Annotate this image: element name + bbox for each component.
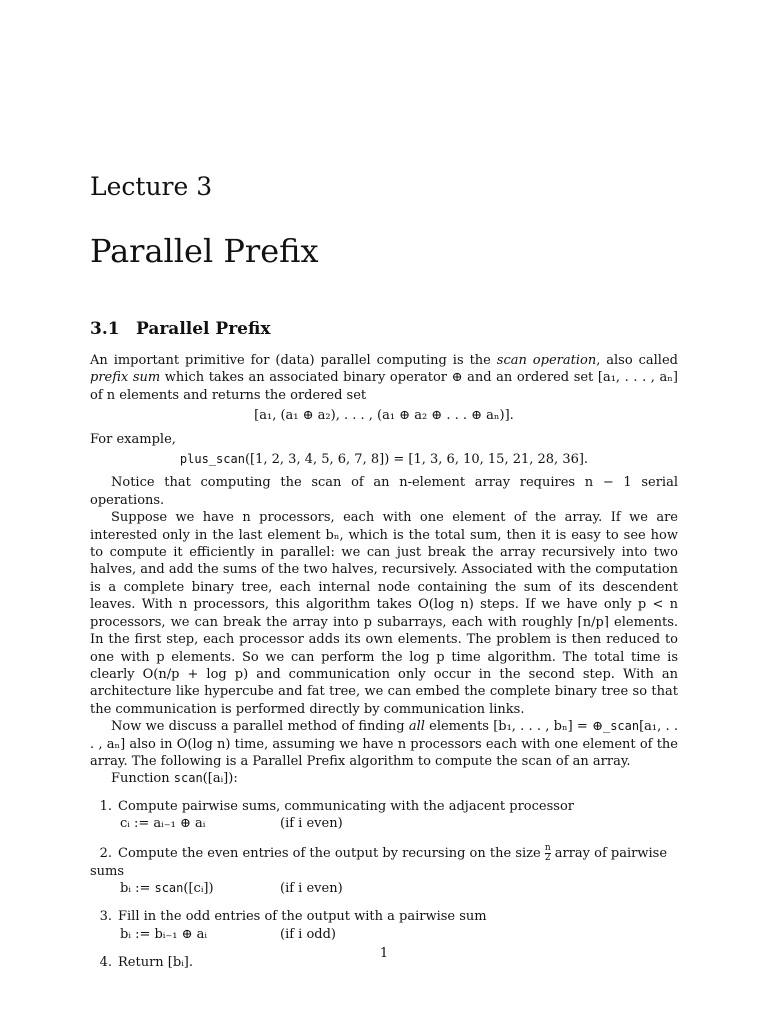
chapter-title: Parallel Prefix	[90, 232, 319, 270]
formula-fn: scan	[154, 880, 184, 895]
step-number: 1.	[99, 798, 112, 814]
now-text-2: elements [b₁, . . . , bₙ] = ⊕	[424, 719, 603, 735]
frac-numerator: n	[544, 842, 551, 853]
section-number: 3.1	[90, 319, 120, 339]
step-2	[90, 844, 678, 898]
step-number: 4.	[99, 955, 112, 971]
section-heading	[90, 319, 270, 339]
equation-ordered-set: [a₁, (a₁ ⊕ a₂), . . . , (a₁ ⊕ a₂ ⊕ . . . ⊕ aₙ)].	[254, 408, 514, 424]
step-1	[90, 798, 678, 833]
frac-denominator: 2	[544, 852, 551, 863]
now-paragraph	[90, 718, 678, 770]
suppose-paragraph: Suppose we have n processors, each with one element of the array. If we are interested only in the last element bₙ, which is the total sum, then it is easy to see how to compute it efficiently in parallel: we can just break the array recursively into two halves, and add the sums of the two halves, recursively. Associated with the computation is a complete binary tree, each internal node containing the sum of its descendent leaves. With n processors, this algorithm takes O(log n) steps. If we have only p < n processors, we can break the array into p subarrays, each with roughly ⌈n/p⌉ elements. In the first step, each processor adds its own elements. The problem is then reduced to one with p elements. So we can perform the log p time algorithm. The total time is clearly O(n/p + log p) and communication only occur in the second step. With an architecture like hypercube and fat tree, we can embed the complete binary tree so that the communication is performed directly by communication links.	[90, 510, 678, 717]
step-number: 3.	[99, 909, 112, 925]
function-line	[90, 770, 678, 787]
formula-cond: (if i odd)	[280, 926, 337, 942]
step-formula	[120, 880, 678, 897]
function-label: Function	[111, 771, 174, 787]
plus-scan-result: ([1, 2, 3, 4, 5, 6, 7, 8]) = [1, 3, 6, 10, 15, 21, 28, 36].	[244, 452, 589, 468]
step-formula	[120, 815, 678, 832]
formula-expr	[120, 880, 280, 897]
notice-paragraph: Notice that computing the scan of an n-element array requires n − 1 serial operations.	[90, 475, 678, 508]
section-title: Parallel Prefix	[136, 319, 271, 339]
formula-cond: (if i even)	[280, 816, 343, 832]
example-label: For example,	[90, 431, 176, 447]
step-3	[90, 908, 678, 943]
step-text: Compute pairwise sums, communicating with the adjacent processor	[118, 798, 574, 814]
function-name: scan	[173, 771, 203, 786]
equation-plus-scan	[90, 451, 678, 468]
function-arg: ([aᵢ]):	[202, 771, 238, 787]
step-formula	[120, 926, 678, 943]
formula-pre: bᵢ :=	[120, 880, 155, 896]
term-all: all	[408, 719, 425, 735]
formula-post: ([cᵢ])	[183, 880, 214, 896]
intro-text-2: , also called	[596, 353, 678, 368]
formula-cond: (if i even)	[280, 880, 343, 896]
page-number: 1	[379, 946, 389, 961]
now-text-1: Now we discuss a parallel method of finding	[111, 719, 409, 735]
formula-expr: bᵢ := bᵢ₋₁ ⊕ aᵢ	[120, 926, 208, 942]
lecture-label: Lecture 3	[90, 172, 213, 201]
intro-paragraph	[90, 352, 678, 404]
scan-fn: _scan	[602, 719, 640, 734]
body-text	[90, 352, 678, 983]
step-text: Fill in the odd entries of the output with a pairwise sum	[118, 909, 487, 925]
plus-scan-fn: plus_scan	[179, 452, 245, 467]
step-text-tail: array of pairwise sums	[90, 845, 668, 879]
step-text: Compute the even entries of the output by recursing on the size	[118, 845, 545, 861]
step-text: Return [bᵢ].	[118, 955, 194, 971]
formula-expr: cᵢ := aᵢ₋₁ ⊕ aᵢ	[120, 816, 206, 832]
step-number: 2.	[99, 845, 112, 861]
intro-text-3: which takes an associated binary operator ⊕ and an ordered set [a₁, . . . , aₙ] of n elements and returns the ordered set	[90, 370, 678, 403]
term-scan-operation: scan operation	[496, 353, 597, 368]
intro-text-1: An important primitive for (data) parallel computing is the	[90, 353, 497, 368]
term-prefix-sum: prefix sum	[90, 370, 161, 386]
now-text-3: [a₁, . . . , aₙ] also in O(log n) time, assuming we have n processors each with one element of the array. The following is a Parallel Prefix algorithm to compute the scan of an array.	[90, 719, 679, 769]
